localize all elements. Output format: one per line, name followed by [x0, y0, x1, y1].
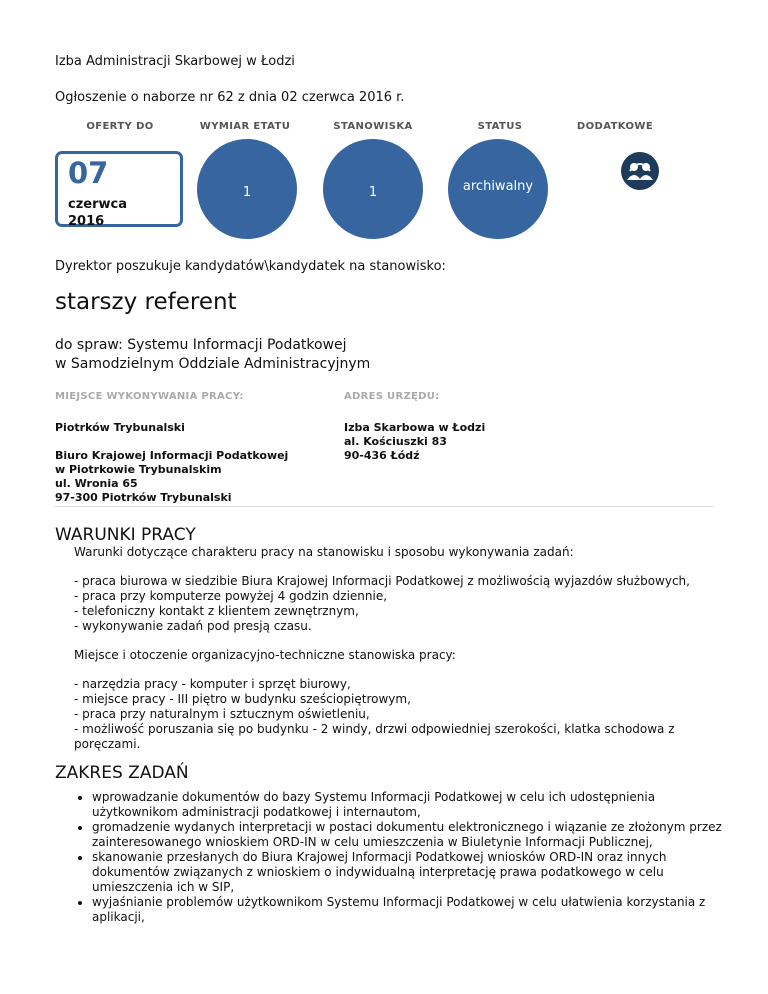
divider: [55, 506, 713, 507]
place-address: [55, 449, 288, 505]
position-title: starszy referent: [55, 289, 237, 315]
place-label: MIEJSCE WYKONYWANIA PRACY:: [55, 391, 244, 402]
conditions-item: - praca biurowa w siedzibie Biura Krajowej Informacji Podatkowej z możliwością wyjazdów służbowych,: [74, 574, 690, 588]
conditions-item: - wykonywanie zadań pod presją czasu.: [74, 619, 312, 633]
stanowiska-badge: [323, 139, 423, 239]
conditions-item-2: - narzędzia pracy - komputer i sprzęt biurowy,: [74, 677, 351, 691]
task-item: • gromadzenie wydanych interpretacji w postaci dokumentu elektronicznego i wiązanie ze złożonym przez zainteresowanego wnioskiem ORD-IN w celu umieszczenia w Biuletynie Informacji Publicznej,: [92, 820, 724, 850]
label-status: STATUS: [477, 121, 523, 132]
conditions-item: - praca przy komputerze powyżej 4 godzin dziennie,: [74, 589, 388, 603]
office-address: [344, 421, 485, 463]
office-address-line: al. Kościuszki 83: [344, 435, 447, 448]
place-line: Biuro Krajowej Informacji Podatkowej: [55, 449, 289, 462]
office-address-line: 90-436 Łódź: [344, 449, 420, 462]
office-name: Izba Administracji Skarbowej w Łodzi: [55, 54, 295, 69]
conditions-item-2: - praca przy naturalnym i sztucznym oświetleniu,: [74, 707, 370, 721]
position-line-2: w Samodzielnym Oddziale Administracyjnym: [55, 356, 371, 372]
deadline-date-box: [55, 151, 183, 227]
deadline-year: 2016: [68, 214, 105, 229]
wymiar-etatu-badge: [197, 139, 297, 239]
position-description: [55, 336, 370, 374]
conditions-item: - telefoniczny kontakt z klientem zewnętrznym,: [74, 604, 359, 618]
deadline-month: czerwca: [68, 197, 127, 212]
office-address-line: Izba Skarbowa w Łodzi: [344, 421, 486, 434]
place-line: 97-300 Piotrków Trybunalski: [55, 491, 232, 504]
status-value: archiwalny: [462, 179, 534, 194]
announcement-title: Ogłoszenie o naborze nr 62 z dnia 02 czerwca 2016 r.: [55, 90, 405, 105]
tasks-list: [74, 790, 724, 925]
intro-text: Dyrektor poszukuje kandydatów\kandydatek na stanowisko:: [55, 259, 446, 274]
wymiar-etatu-value: 1: [242, 185, 252, 200]
task-item: • wyjaśnianie problemów użytkownikom Systemu Informacji Podatkowej w celu ułatwienia korzystania z aplikacji,: [92, 895, 724, 925]
conditions-item-2: - możliwość poruszania się po budynku - 2 windy, drzwi odpowiedniej szerokości, klatka schodowa z poręczami.: [74, 722, 675, 751]
task-item: • skanowanie przesłanych do Biura Krajowej Informacji Podatkowej wniosków ORD-IN oraz innych dokumentów związanych z wnioskiem o indywidualną interpretację prawa podatkowego w celu umieszczenia ich w SIP,: [92, 850, 724, 895]
conditions-item-2: - miejsce pracy - III piętro w budynku sześciopiętrowym,: [74, 692, 411, 706]
stanowiska-value: 1: [368, 185, 378, 200]
conditions-section: [74, 545, 724, 752]
status-badge: [448, 139, 548, 239]
label-wymiar-etatu: WYMIAR ETATU: [199, 121, 291, 132]
label-oferty-do: OFERTY DO: [86, 121, 154, 132]
label-dodatkowe: DODATKOWE: [576, 121, 654, 132]
conditions-intro-2: Miejsce i otoczenie organizacyjno-techniczne stanowiska pracy:: [74, 648, 456, 662]
conditions-intro: Warunki dotyczące charakteru pracy na stanowisku i sposobu wykonywania zadań:: [74, 545, 574, 559]
place-line: w Piotrkowie Trybunalskim: [55, 463, 222, 476]
tasks-heading: ZAKRES ZADAŃ: [55, 763, 189, 783]
deadline-month-year: [68, 196, 127, 230]
office-address-label: ADRES URZĘDU:: [344, 391, 440, 402]
people-icon: [621, 152, 659, 190]
deadline-day: 07: [68, 156, 109, 190]
place-line: ul. Wronia 65: [55, 477, 138, 490]
label-stanowiska: STANOWISKA: [333, 121, 413, 132]
conditions-heading: WARUNKI PRACY: [55, 525, 196, 545]
position-line-1: do spraw: Systemu Informacji Podatkowej: [55, 337, 347, 353]
place-city: Piotrków Trybunalski: [55, 421, 185, 434]
task-item: • wprowadzanie dokumentów do bazy Systemu Informacji Podatkowej w celu ich udostępnienia użytkownikom administracji podatkowej i internautom,: [92, 790, 724, 820]
